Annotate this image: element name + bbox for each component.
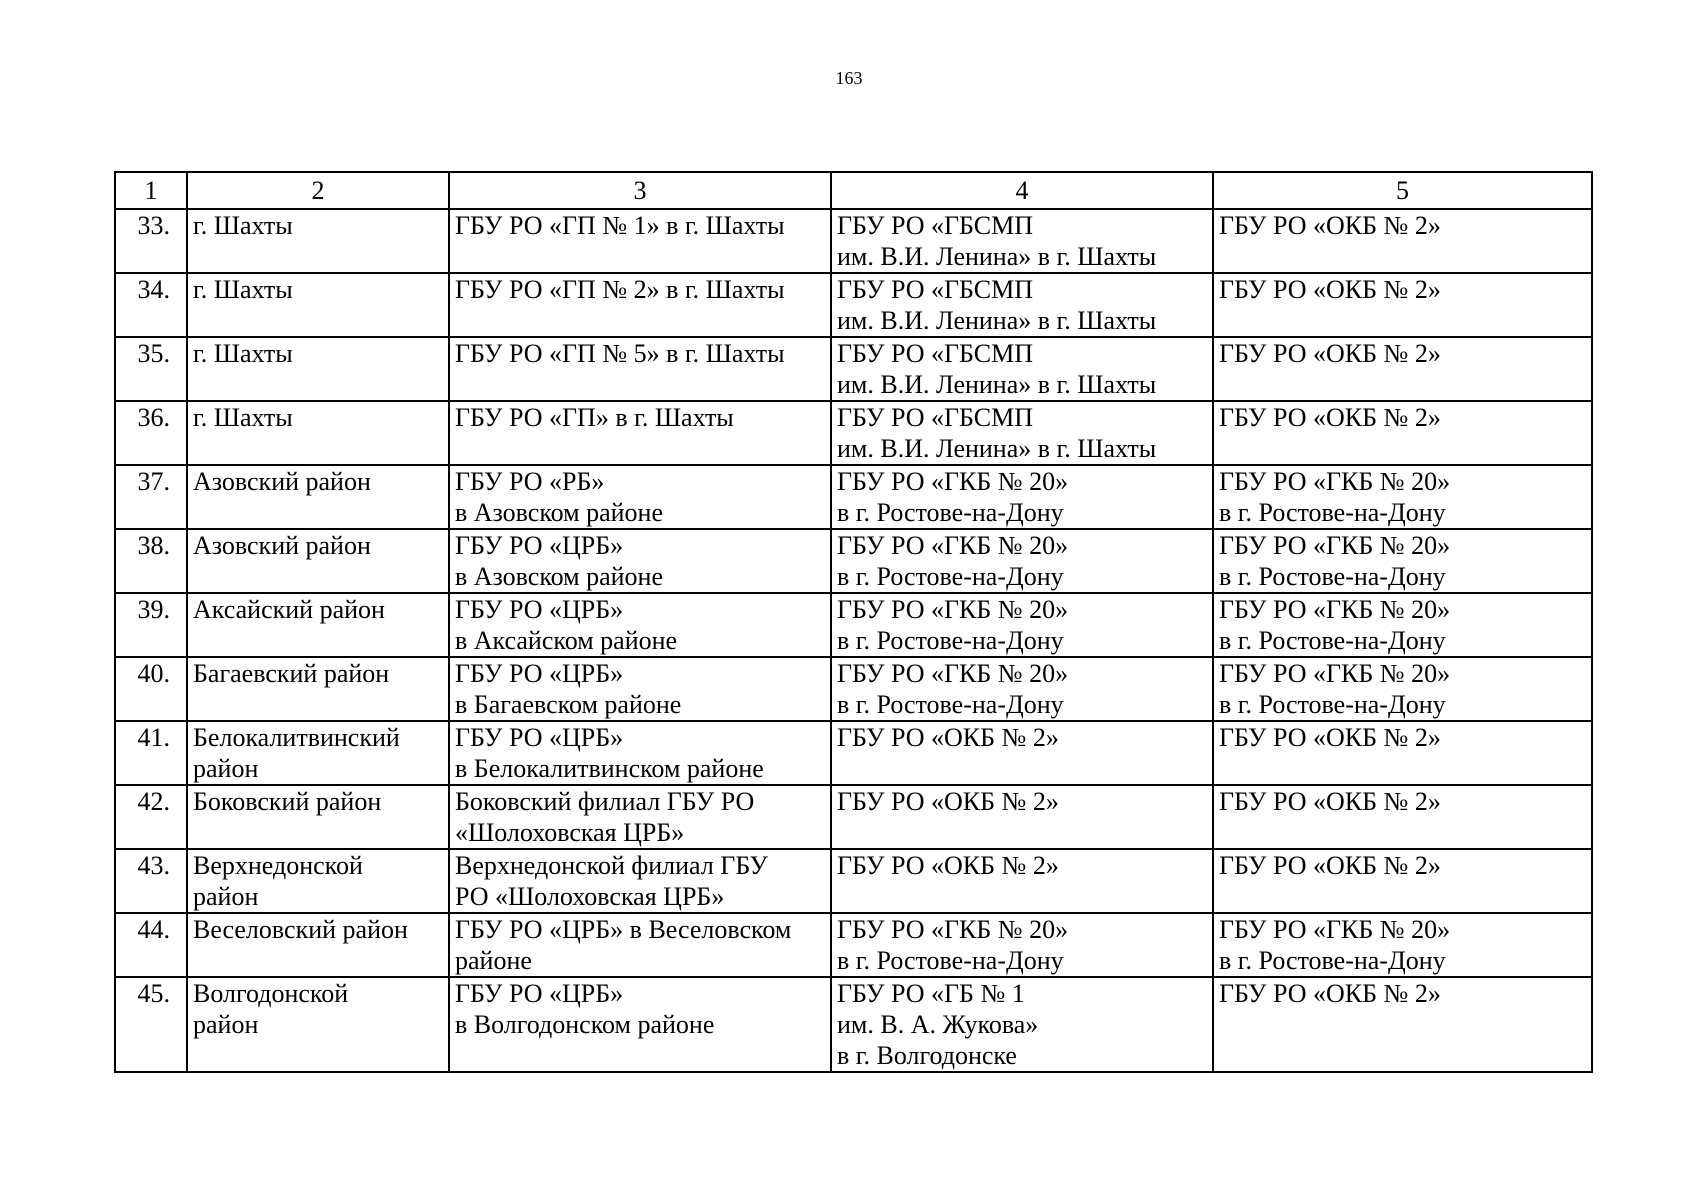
institution-cell: ГБУ РО «ГП № 2» в г. Шахты: [449, 273, 831, 337]
referral-hospital-cell: ГБУ РО «ГКБ № 20» в г. Ростове-на-Дону: [831, 913, 1213, 977]
settlement-cell: Азовский район: [187, 465, 449, 529]
table-row: [115, 593, 1592, 657]
settlement-cell: Багаевский район: [187, 657, 449, 721]
settlement-cell: г. Шахты: [187, 337, 449, 401]
regional-hospital-cell: ГБУ РО «ОКБ № 2»: [1213, 785, 1592, 849]
institution-cell: Верхнедонской филиал ГБУ РО «Шолоховская ЦРБ»: [449, 849, 831, 913]
institution-cell: ГБУ РО «РБ» в Азовском районе: [449, 465, 831, 529]
regional-hospital-cell: ГБУ РО «ГКБ № 20» в г. Ростове-на-Дону: [1213, 657, 1592, 721]
row-number: 43.: [115, 849, 187, 913]
referral-hospital-cell: ГБУ РО «ГКБ № 20» в г. Ростове-на-Дону: [831, 657, 1213, 721]
table-row: [115, 977, 1592, 1072]
table-row: [115, 337, 1592, 401]
regional-hospital-cell: ГБУ РО «ГКБ № 20» в г. Ростове-на-Дону: [1213, 465, 1592, 529]
row-number: 42.: [115, 785, 187, 849]
table-row: [115, 913, 1592, 977]
institution-cell: ГБУ РО «ГП» в г. Шахты: [449, 401, 831, 465]
column-header-3: 3: [449, 172, 831, 209]
referral-hospital-cell: ГБУ РО «ГКБ № 20» в г. Ростове-на-Дону: [831, 529, 1213, 593]
row-number: 37.: [115, 465, 187, 529]
institution-cell: ГБУ РО «ГП № 5» в г. Шахты: [449, 337, 831, 401]
row-number: 45.: [115, 977, 187, 1072]
table-row: [115, 849, 1592, 913]
regional-hospital-cell: ГБУ РО «ГКБ № 20» в г. Ростове-на-Дону: [1213, 913, 1592, 977]
row-number: 34.: [115, 273, 187, 337]
referral-hospital-cell: ГБУ РО «ОКБ № 2»: [831, 721, 1213, 785]
row-number: 44.: [115, 913, 187, 977]
document-table: [114, 171, 1593, 1073]
referral-hospital-cell: ГБУ РО «ОКБ № 2»: [831, 785, 1213, 849]
institution-cell: ГБУ РО «ЦРБ» в Белокалитвинском районе: [449, 721, 831, 785]
row-number: 38.: [115, 529, 187, 593]
regional-hospital-cell: ГБУ РО «ОКБ № 2»: [1213, 401, 1592, 465]
settlement-cell: Белокалитвинский район: [187, 721, 449, 785]
settlement-cell: Волгодонской район: [187, 977, 449, 1072]
institution-cell: ГБУ РО «ЦРБ» в Веселовском районе: [449, 913, 831, 977]
institution-cell: ГБУ РО «ЦРБ» в Азовском районе: [449, 529, 831, 593]
regional-hospital-cell: ГБУ РО «ГКБ № 20» в г. Ростове-на-Дону: [1213, 593, 1592, 657]
column-header-2: 2: [187, 172, 449, 209]
referral-hospital-cell: ГБУ РО «ГБСМП им. В.И. Ленина» в г. Шахты: [831, 337, 1213, 401]
row-number: 33.: [115, 209, 187, 273]
settlement-cell: Верхнедонской район: [187, 849, 449, 913]
table-row: [115, 273, 1592, 337]
table-row: [115, 529, 1592, 593]
regional-hospital-cell: ГБУ РО «ОКБ № 2»: [1213, 337, 1592, 401]
referral-hospital-cell: ГБУ РО «ГБСМП им. В.И. Ленина» в г. Шахты: [831, 401, 1213, 465]
settlement-cell: Азовский район: [187, 529, 449, 593]
referral-hospital-cell: ГБУ РО «ГБСМП им. В.И. Ленина» в г. Шахты: [831, 273, 1213, 337]
table-header-row: [115, 172, 1592, 209]
column-header-4: 4: [831, 172, 1213, 209]
settlement-cell: г. Шахты: [187, 273, 449, 337]
column-header-1: 1: [115, 172, 187, 209]
settlement-cell: г. Шахты: [187, 401, 449, 465]
table-row: [115, 657, 1592, 721]
column-header-5: 5: [1213, 172, 1592, 209]
row-number: 40.: [115, 657, 187, 721]
regional-hospital-cell: ГБУ РО «ОКБ № 2»: [1213, 849, 1592, 913]
table-row: [115, 209, 1592, 273]
regional-hospital-cell: ГБУ РО «ОКБ № 2»: [1213, 721, 1592, 785]
referral-hospital-cell: ГБУ РО «ОКБ № 2»: [831, 849, 1213, 913]
settlement-cell: Аксайский район: [187, 593, 449, 657]
table-row: [115, 721, 1592, 785]
table-row: [115, 465, 1592, 529]
regional-hospital-cell: ГБУ РО «ОКБ № 2»: [1213, 209, 1592, 273]
table-row: [115, 785, 1592, 849]
institution-cell: ГБУ РО «ЦРБ» в Аксайском районе: [449, 593, 831, 657]
regional-hospital-cell: ГБУ РО «ОКБ № 2»: [1213, 273, 1592, 337]
settlement-cell: г. Шахты: [187, 209, 449, 273]
institution-cell: Боковский филиал ГБУ РО «Шолоховская ЦРБ»: [449, 785, 831, 849]
institution-cell: ГБУ РО «ЦРБ» в Багаевском районе: [449, 657, 831, 721]
institution-cell: ГБУ РО «ГП № 1» в г. Шахты: [449, 209, 831, 273]
institution-cell: ГБУ РО «ЦРБ» в Волгодонском районе: [449, 977, 831, 1072]
referral-hospital-cell: ГБУ РО «ГБ № 1 им. В. А. Жукова» в г. Волгодонске: [831, 977, 1213, 1072]
regional-hospital-cell: ГБУ РО «ОКБ № 2»: [1213, 977, 1592, 1072]
regional-hospital-cell: ГБУ РО «ГКБ № 20» в г. Ростове-на-Дону: [1213, 529, 1592, 593]
settlement-cell: Веселовский район: [187, 913, 449, 977]
row-number: 41.: [115, 721, 187, 785]
row-number: 36.: [115, 401, 187, 465]
referral-hospital-cell: ГБУ РО «ГКБ № 20» в г. Ростове-на-Дону: [831, 465, 1213, 529]
settlement-cell: Боковский район: [187, 785, 449, 849]
referral-hospital-cell: ГБУ РО «ГКБ № 20» в г. Ростове-на-Дону: [831, 593, 1213, 657]
table-row: [115, 401, 1592, 465]
referral-hospital-cell: ГБУ РО «ГБСМП им. В.И. Ленина» в г. Шахты: [831, 209, 1213, 273]
page-number: 163: [835, 68, 863, 88]
row-number: 39.: [115, 593, 187, 657]
row-number: 35.: [115, 337, 187, 401]
table-body: [115, 209, 1592, 1072]
